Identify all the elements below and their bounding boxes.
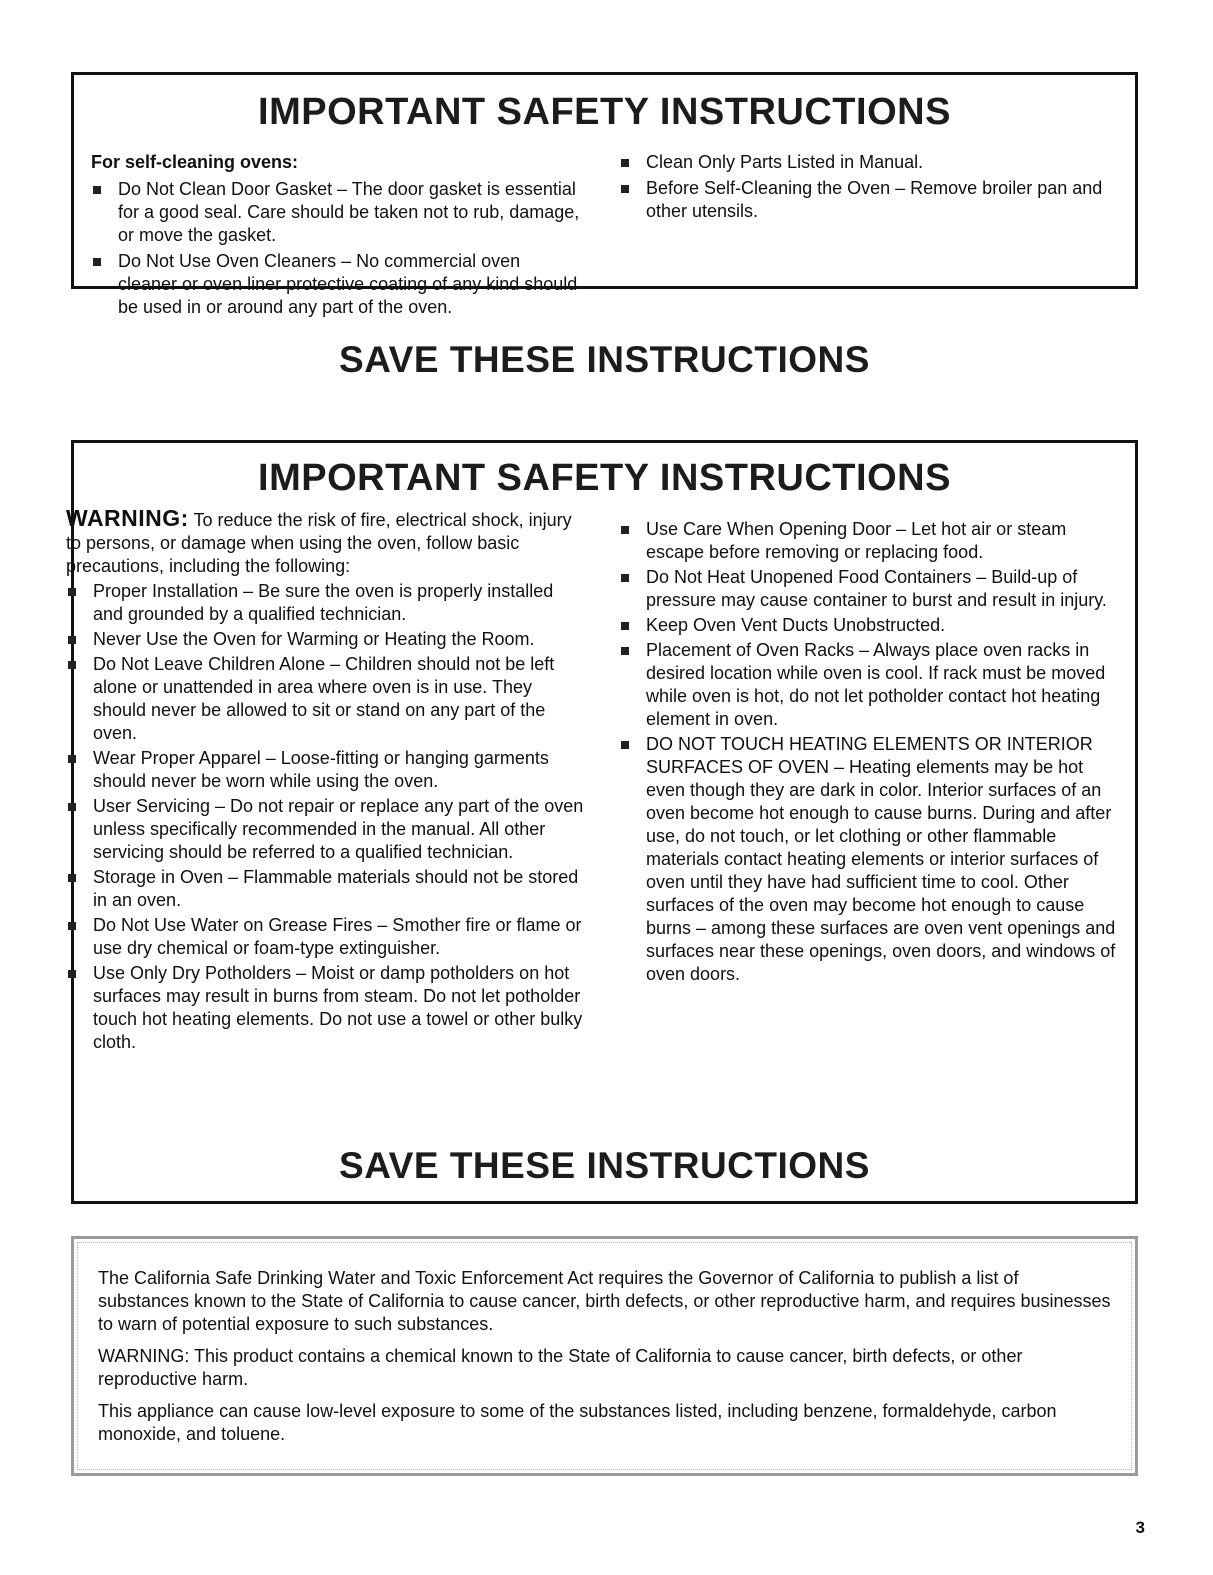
list-item: Wear Proper Apparel – Loose-fitting or hanging garments should never be worn while using the oven. <box>66 747 586 793</box>
list-item: Do Not Heat Unopened Food Containers – Build-up of pressure may cause container to burst and result in injury. <box>619 566 1124 612</box>
california-notice-box <box>71 1236 1138 1476</box>
box2-left-column <box>66 507 586 1054</box>
safety-box-general <box>66 440 1138 1204</box>
square-bullet-icon <box>621 622 629 630</box>
square-bullet-icon <box>621 574 629 582</box>
list-item: Keep Oven Vent Ducts Unobstructed. <box>619 614 1124 637</box>
list-item: Storage in Oven – Flammable materials should not be stored in an oven. <box>66 866 586 912</box>
box2-right-column <box>619 518 1124 986</box>
notice-paragraph: WARNING: This product contains a chemical known to the State of California to cause cancer, birth defects, or other reproductive harm. <box>98 1346 1023 1389</box>
list-item: Use Only Dry Potholders – Moist or damp potholders on hot surfaces may result in burns from steam. Do not let potholder touch hot heating elements. Do not use a towel or other bulky cloth. <box>66 962 586 1054</box>
list-item: User Servicing – Do not repair or replace any part of the oven unless specifically recommended in the manual. All other servicing should be referred to a qualified technician. <box>66 795 586 864</box>
notice-body <box>77 1242 1132 1470</box>
warning-label: WARNING: <box>66 505 189 531</box>
list-item: Before Self-Cleaning the Oven – Remove broiler pan and other utensils. <box>619 177 1124 223</box>
list-item: DO NOT TOUCH HEATING ELEMENTS OR INTERIOR SURFACES OF OVEN – Heating elements may be hot even though they are dark in color. Interior surfaces of an oven become hot enough to cause burns. During and after use, do not touch, or let clothing or other flammable materials contact heating elements or interior surfaces of oven until they have had sufficient time to cool. Other surfaces of the oven may become hot enough to cause burns – among these surfaces are oven vent openings and surfaces near these openings, oven doors, and windows of oven doors. <box>619 733 1124 986</box>
square-bullet-icon <box>68 661 76 669</box>
square-bullet-icon <box>68 874 76 882</box>
box1-left-column <box>91 151 581 319</box>
square-bullet-icon <box>93 258 101 266</box>
square-bullet-icon <box>68 636 76 644</box>
list-item: Do Not Leave Children Alone – Children should not be left alone or unattended in area where oven is in use. They should never be allowed to sit or stand on any part of the oven. <box>66 653 586 745</box>
square-bullet-icon <box>621 159 629 167</box>
list-item: Never Use the Oven for Warming or Heating the Room. <box>66 628 586 651</box>
list-item: Clean Only Parts Listed in Manual. <box>619 151 1124 174</box>
square-bullet-icon <box>68 970 76 978</box>
square-bullet-icon <box>68 588 76 596</box>
box1-right-column <box>619 151 1124 223</box>
list-item: Do Not Use Oven Cleaners – No commercial oven cleaner or oven liner protective coating of any kind should be used in or around any part of the oven. <box>91 250 581 319</box>
warning-text: To reduce the risk of fire, electrical shock, injury to persons, or damage when using the oven, follow basic precautions, including the following: <box>66 510 572 576</box>
square-bullet-icon <box>68 803 76 811</box>
list-item: Proper Installation – Be sure the oven is properly installed and grounded by a qualified technician. <box>66 580 586 626</box>
list-item: Use Care When Opening Door – Let hot air or steam escape before removing or replacing food. <box>619 518 1124 564</box>
box1-footer: SAVE THESE INSTRUCTIONS <box>339 339 870 380</box>
box2-heading: IMPORTANT SAFETY INSTRUCTIONS <box>258 457 951 499</box>
box1-heading: IMPORTANT SAFETY INSTRUCTIONS <box>258 91 951 133</box>
square-bullet-icon <box>93 186 101 194</box>
square-bullet-icon <box>68 755 76 763</box>
square-bullet-icon <box>621 647 629 655</box>
list-item: Do Not Use Water on Grease Fires – Smother fire or flame or use dry chemical or foam-type extinguisher. <box>66 914 586 960</box>
notice-paragraph: This appliance can cause low-level exposure to some of the substances listed, including benzene, formaldehyde, carbon monoxide, and toluene. <box>98 1401 1057 1444</box>
square-bullet-icon <box>621 185 629 193</box>
box2-footer: SAVE THESE INSTRUCTIONS <box>339 1145 870 1186</box>
notice-paragraph: The California Safe Drinking Water and Toxic Enforcement Act requires the Governor of California to publish a list of substances known to the State of California to cause cancer, birth defects, or other reproductive harm, and requires businesses to warn of potential exposure to such substances. <box>98 1268 1111 1334</box>
warning-intro <box>66 507 586 578</box>
safety-box-self-cleaning <box>71 72 1138 380</box>
list-item: Placement of Oven Racks – Always place oven racks in desired location while oven is cool. If rack must be moved while oven is hot, do not let potholder contact hot heating element in oven. <box>619 639 1124 731</box>
square-bullet-icon <box>621 741 629 749</box>
box1-subheading: For self-cleaning ovens: <box>91 152 299 172</box>
square-bullet-icon <box>621 526 629 534</box>
square-bullet-icon <box>68 922 76 930</box>
list-item: Do Not Clean Door Gasket – The door gasket is essential for a good seal. Care should be taken not to rub, damage, or move the gasket. <box>91 178 581 247</box>
page-number: 3 <box>1135 1518 1145 1537</box>
